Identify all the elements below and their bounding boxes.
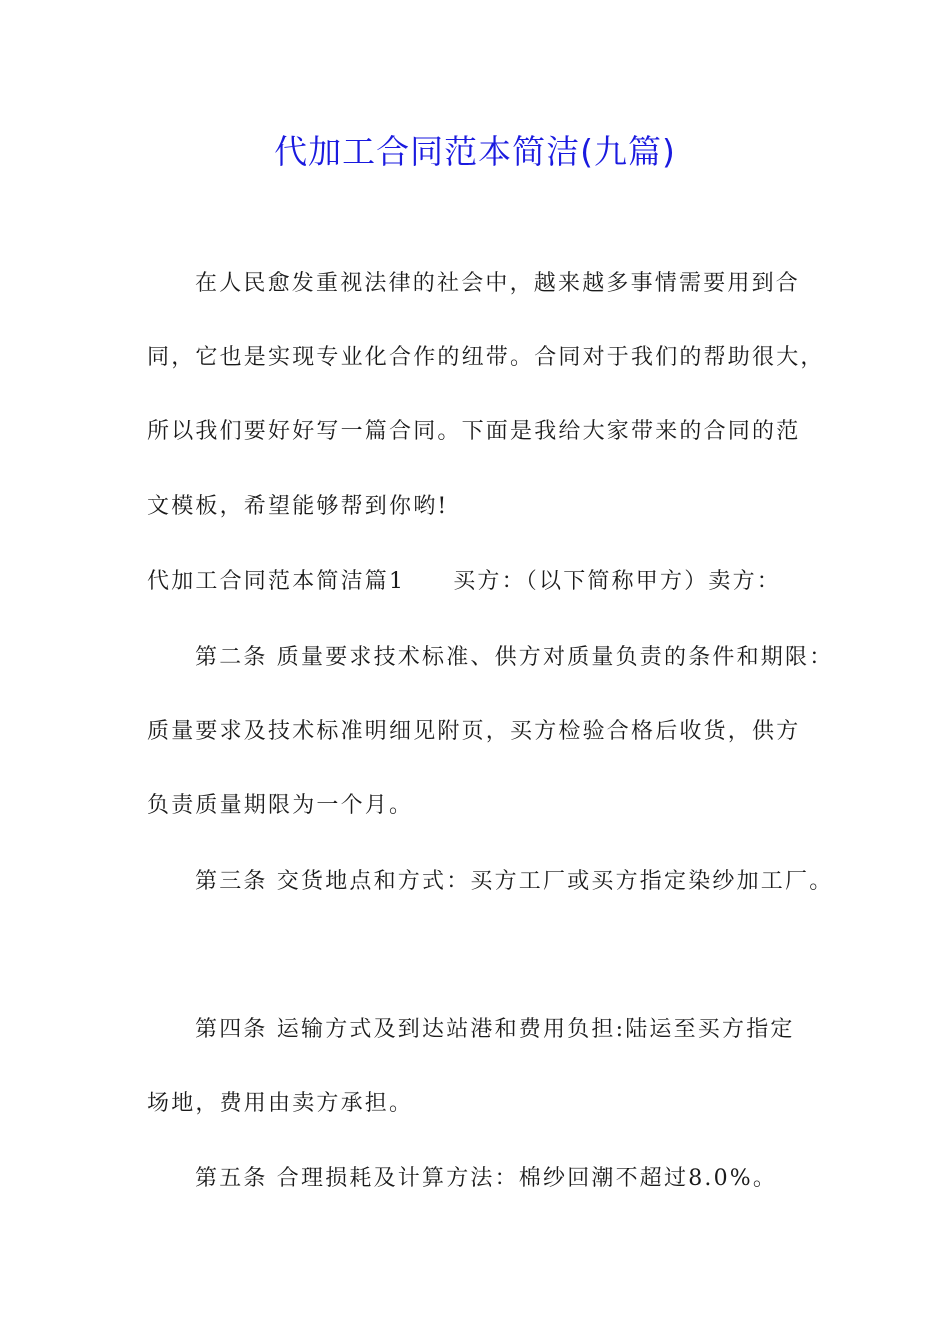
article-5-line-1: 第五条 合理损耗及计算方法：棉纱回潮不超过8.0%。: [195, 1166, 778, 1191]
intro-line-2: 同，它也是实现专业化合作的纽带。合同对于我们的帮助很大，: [147, 345, 825, 370]
section-heading-tail: 买方：（以下简称甲方）卖方：: [453, 569, 782, 594]
article-2-line-1: 第二条 质量要求技术标准、供方对质量负责的条件和期限：: [195, 645, 834, 670]
document-title: 代加工合同范本简洁(九篇): [274, 132, 676, 171]
intro-line-4: 文模板，希望能够帮到你哟!: [147, 494, 449, 519]
article-3-line-1: 第三条 交货地点和方式：买方工厂或买方指定染纱加工厂。: [195, 869, 834, 894]
intro-line-3: 所以我们要好好写一篇合同。下面是我给大家带来的合同的范: [147, 419, 801, 444]
section-heading: 代加工合同范本简洁篇1: [147, 569, 406, 594]
intro-line-1: 在人民愈发重视法律的社会中，越来越多事情需要用到合: [195, 271, 801, 296]
article-2-line-3: 负责质量期限为一个月。: [147, 793, 414, 818]
section-heading-line: [147, 566, 781, 598]
article-4-line-2: 场地，费用由卖方承担。: [147, 1091, 414, 1116]
article-4-line-1: 第四条 运输方式及到达站港和费用负担:陆运至买方指定: [195, 1017, 795, 1042]
article-2-line-2: 质量要求及技术标准明细见附页，买方检验合格后收货，供方: [147, 719, 801, 744]
